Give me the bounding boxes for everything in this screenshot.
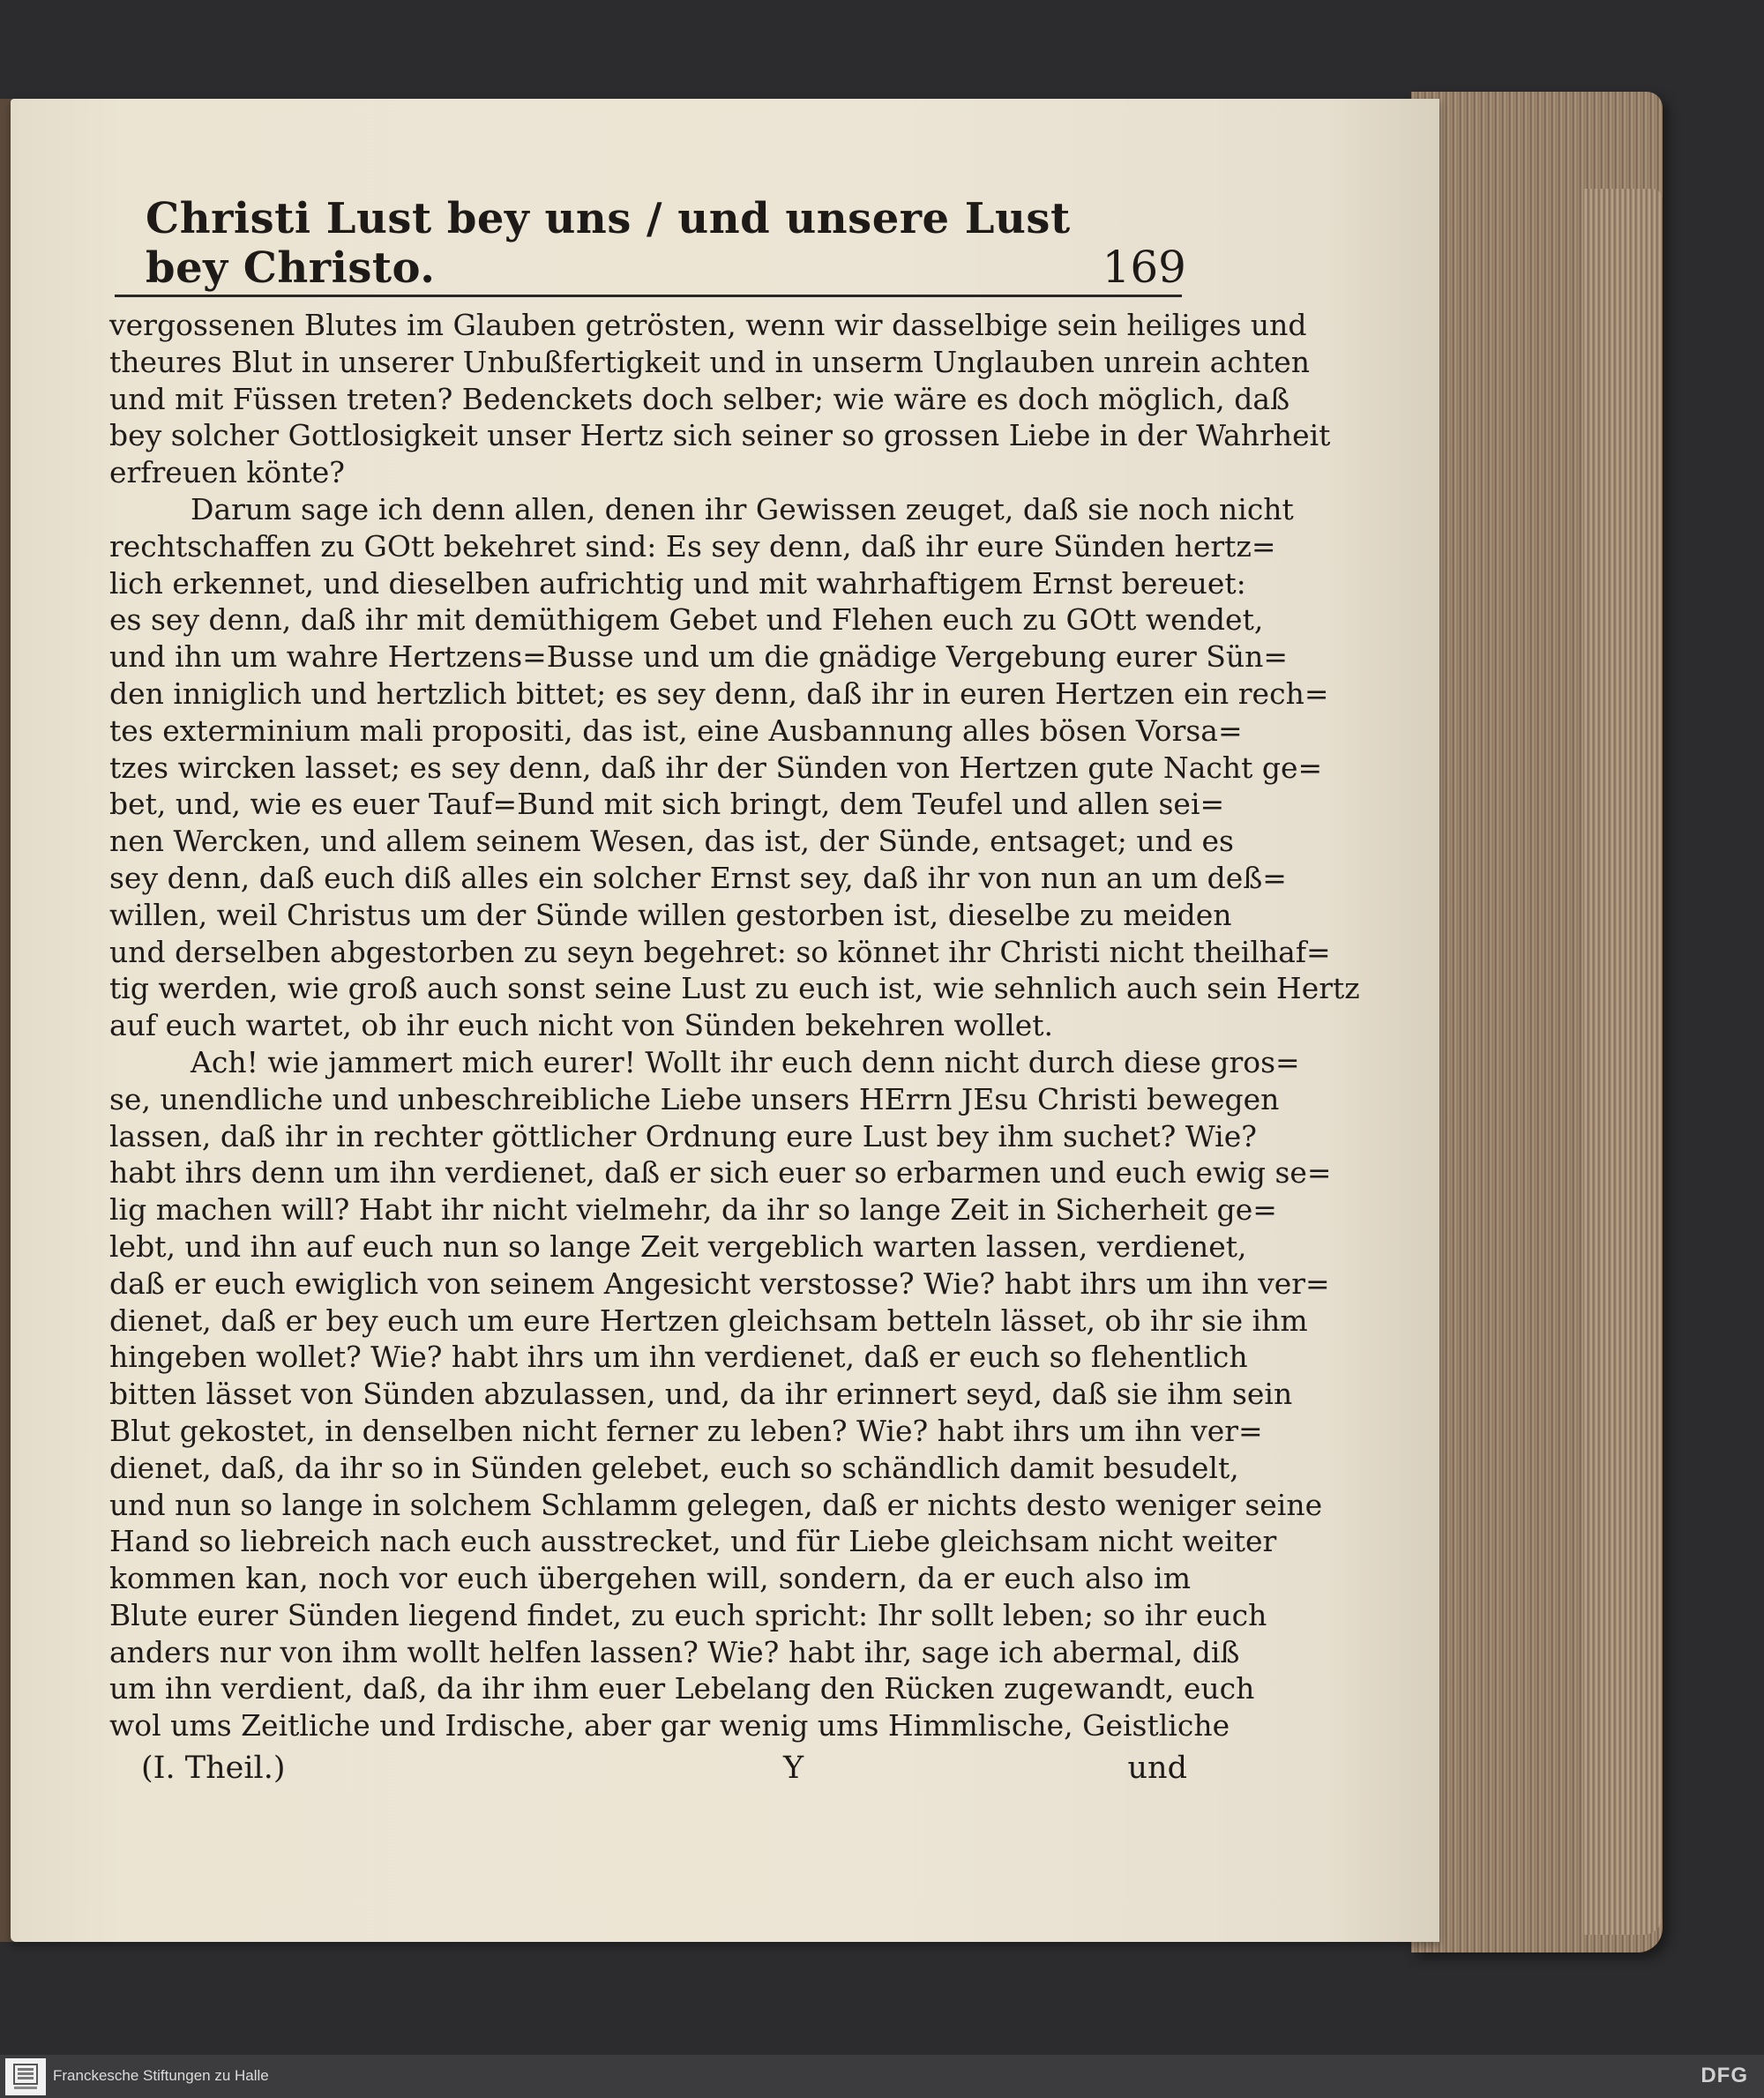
text-line: und nun so lange in solchem Schlamm gelegen, daß er nichts desto weniger seine	[109, 1487, 1323, 1522]
text-line: lich erkennet, und dieselben aufrichtig und mit wahrhaftigem Ernst bereuet:	[109, 565, 1246, 601]
text-line: bet, und, wie es euer Tauf=Bund mit sich bringt, dem Teufel und allen sei=	[109, 787, 1225, 822]
dfg-logo[interactable]: DFG	[1700, 2064, 1748, 2087]
text-line: anders nur von ihm wollt helfen lassen? Wie? habt ihr, sage ich abermal, diß	[109, 1634, 1240, 1669]
text-line: rechtschaffen zu GOtt bekehret sind: Es sey denn, daß ihr eure Sünden hertz=	[109, 528, 1276, 564]
text-line: Hand so liebreich nach euch ausstrecket, und für Liebe gleichsam nicht weiter	[109, 1524, 1277, 1559]
page-number: 169	[1102, 242, 1186, 293]
page-footer	[141, 1751, 1187, 1795]
text-line: und mit Füssen treten? Bedenckets doch selber; wie wäre es doch möglich, daß	[109, 381, 1290, 416]
text-line: daß er euch ewiglich von seinem Angesicht verstosse? Wie? habt ihrs um ihn ver=	[109, 1266, 1330, 1301]
text-line: hingeben wollet? Wie? habt ihrs um ihn verdienet, daß er euch so flehentlich	[109, 1340, 1248, 1375]
text-line: Blute eurer Sünden liegend findet, zu euch spricht: Ihr sollt leben; so ihr euch	[109, 1597, 1267, 1632]
text-line: dienet, daß er bey euch um eure Hertzen gleichsam betteln lässet, ob ihr sie ihm	[109, 1303, 1308, 1338]
signature-mark: Y	[783, 1751, 804, 1786]
text-line: Blut gekostet, in denselben nicht ferner zu leben? Wie? habt ihrs um ihn ver=	[109, 1413, 1263, 1448]
text-line: und derselben abgestorben zu seyn begehret: so könnet ihr Christi nicht theilhaf=	[109, 934, 1331, 969]
text-line: nen Wercken, und allem seinem Wesen, das ist, der Sünde, entsaget; und es	[109, 824, 1234, 859]
viewer-footer-bar	[0, 2055, 1764, 2098]
text-line: auf euch wartet, ob ihr euch nicht von Sünden bekehren wollet.	[109, 1008, 1053, 1043]
text-line: vergossenen Blutes im Glauben getrösten, wenn wir dasselbige sein heiliges und	[109, 308, 1307, 342]
text-line: tes exterminium mali propositi, das ist, eine Ausbannung alles bösen Vorsa=	[109, 713, 1243, 748]
text-line: tzes wircken lasset; es sey denn, daß ihr der Sünden von Hertzen gute Nacht ge=	[109, 750, 1323, 785]
catchword: und	[1127, 1751, 1187, 1786]
text-line: tig werden, wie groß auch sonst seine Lust zu euch ist, wie sehnlich auch sein Hertz	[109, 971, 1360, 1006]
text-line: theures Blut in unserer Unbußfertigkeit und in unserm Unglauben unrein achten	[109, 344, 1311, 379]
text-line: sey denn, daß euch diß alles ein solcher Ernst sey, daß ihr von nun an um deß=	[109, 860, 1287, 895]
text-line: Ach! wie jammert mich eurer! Wollt ihr euch denn nicht durch diese gros=	[191, 1044, 1300, 1079]
text-line: wol ums Zeitliche und Irdische, aber gar wenig ums Himmlische, Geistliche	[109, 1708, 1230, 1743]
page-header	[146, 194, 1186, 293]
text-line: und ihn um wahre Hertzens=Busse und um die gnädige Vergebung eurer Sün=	[109, 639, 1289, 675]
text-line: bitten lässet von Sünden abzulassen, und, da ihr erinnert seyd, daß sie ihm sein	[109, 1377, 1293, 1412]
text-line: erfreuen könte?	[109, 455, 345, 490]
text-line: lig machen will? Habt ihr nicht vielmehr, da ihr so lange Zeit in Sicherheit ge=	[109, 1192, 1277, 1228]
header-rule	[115, 295, 1182, 297]
text-line: bey solcher Gottlosigkeit unser Hertz sich seiner so grossen Liebe in der Wahrheit	[109, 418, 1331, 453]
text-line: se, unendliche und unbeschreibliche Liebe unsers HErrn JEsu Christi bewegen	[109, 1081, 1280, 1116]
text-line: um ihn verdient, daß, da ihr ihm euer Lebelang den Rücken zugewandt, euch	[109, 1671, 1255, 1706]
text-line: den inniglich und hertzlich bittet; es sey denn, daß ihr in euren Hertzen ein rech=	[109, 676, 1329, 711]
text-line: Darum sage ich denn allen, denen ihr Gewissen zeuget, daß sie noch nicht	[191, 491, 1294, 526]
text-line: dienet, daß, da ihr so in Sünden gelebet, euch so schändlich damit besudelt,	[109, 1450, 1239, 1485]
page-block-edge	[1411, 92, 1663, 1952]
part-label: (I. Theil.)	[141, 1751, 286, 1786]
text-line: kommen kan, noch vor euch übergehen will, sondern, da er euch also im	[109, 1561, 1191, 1596]
institution-logo-icon[interactable]	[5, 2058, 46, 2095]
text-line: lebt, und ihn auf euch nun so lange Zeit vergeblich warten lassen, verdienet,	[109, 1228, 1247, 1264]
institution-name[interactable]: Franckesche Stiftungen zu Halle	[53, 2067, 269, 2084]
text-line: lassen, daß ihr in rechter göttlicher Ordnung eure Lust bey ihm suchet? Wie?	[109, 1118, 1257, 1154]
running-title: Christi Lust bey uns / und unsere Lust bey Christo.	[146, 194, 1071, 293]
text-line: es sey denn, daß ihr mit demüthigem Gebet und Flehen euch zu GOtt wendet,	[109, 602, 1264, 638]
text-line: habt ihrs denn um ihn verdienet, daß er sich euer so erbarmen und euch ewig se=	[109, 1155, 1332, 1191]
body-text	[109, 307, 1360, 1744]
text-line: willen, weil Christus um der Sünde willen gestorben ist, dieselbe zu meiden	[109, 897, 1232, 932]
